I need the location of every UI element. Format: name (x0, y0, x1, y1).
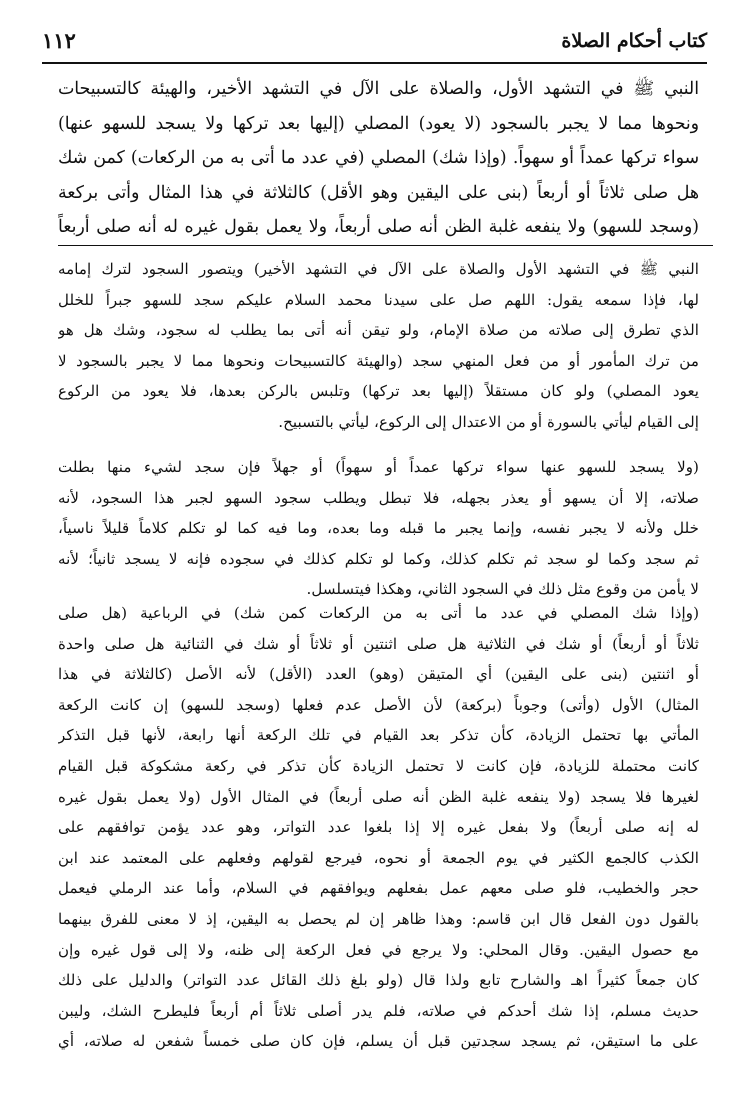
commentary-paragraph-2 (58, 452, 699, 605)
commentary-line: (وإذا شك المصلي في عدد ما أتى به من الركعات كمن شك) في الرباعية (هل صلى (58, 604, 699, 622)
commentary-line: أو اثنتين (بنى على اليقين) أي المتيقن (وهو) العدد (الأقل) لأنه الأصل (كالثلاثة في هذا (58, 665, 699, 684)
main-text (58, 72, 699, 245)
commentary-line: بالقول دون الفعل قال ابن قاسم: وهذا ظاهر إن لم يحصل به اليقين، إذ لا معنى للفرق بينهما (58, 909, 699, 928)
main-line: سواء تركها عمداً أو سهواً. (وإذا شك) المصلي (في عدد ما أتى به من الركعات) كمن شك (58, 148, 699, 169)
main-line: ونحوها مما لا يجبر بالسجود (لا يعود) المصلي (إليها بعد تركها ولا يسجد للسهو عنها) (58, 113, 699, 134)
commentary-line: ثلاثاً أو أربعاً) أو شك في الثلاثية هل صلى اثنتين أو ثلاثاً أو شك في الثنائية هل صلى واحدة (58, 634, 699, 653)
commentary-line: حجر والخطيب، فلو صلى معهم عمل بفعلهم ويوافقهم في السلام، وأما عند الرملي فيعمل (58, 879, 699, 898)
commentary-line: مع حصول اليقين. وقال المحلي: ولا يرجع في فعل الركعة إلى ظنه، ولا إلى قول غيره وإن (58, 940, 699, 959)
commentary-line: يعود المصلي) ولو كان مستقلاً (إليها بعد تركها) وتلبس بالركن بعدها، فلا يعود من الركوع (58, 382, 699, 401)
main-line: هل صلى ثلاثاً أو أربعاً (بنى على اليقين وهو الأقل) كالثلاثة في هذا المثال وأتى بركعة (58, 182, 699, 203)
commentary-line: المأتي بها تحتمل الزيادة، كأن تذكر بعد القيام في تلك الركعة أنها رابعة، لأنها قبل التذكر (58, 726, 699, 745)
commentary-line: لها، فإذا سمعه يقول: اللهم صل على سيدنا محمد السلام عليكم سجد للسهو جبراً للخلل (58, 290, 699, 309)
footnote-divider (58, 245, 713, 246)
commentary-line: الذي تطرق إلى صلاته من صلاة الإمام، ولو تيقن أنه أتى بما يطلب له سجود، وشك هل هو (58, 321, 699, 340)
page-header (42, 20, 707, 64)
commentary-line: لا يأمن من وقوع مثل ذلك في السجود الثاني، وهكذا فيتسلسل. (306, 580, 699, 599)
main-line: (وسجد للسهو) ولا ينفعه غلبة الظن أنه صلى أربعاً، ولا يعمل بقول غيره له أنه صلى أربعاً (58, 217, 699, 238)
commentary-paragraph-1 (58, 254, 699, 438)
commentary-line: له إنه صلى أربعاً) ولا بفعل غيره إلا إذا بلغوا عدد التواتر، وهو عدد يؤمن توافقهم على (58, 818, 699, 837)
book-title: كتاب أحكام الصلاة (561, 30, 707, 52)
commentary-line: المثال) الأول (وأتى) وجوباً (بركعة) لأن الأصل عدم فعلها (وسجد للسهو) إن كانت الركعة (58, 695, 699, 714)
commentary-line: ثم سجد وكما لو سجد ثم تكلم كذلك، وكما لو تكلم كذلك في سجوده فإنه لا يسجد ثانياً؛ لأنه (58, 549, 699, 568)
commentary-line: كان جمعاً كثيراً اهـ والشارح تابع ولذا قال (ولو بلغ ذلك القائل عدد التواتر) والدليل على ذلك (58, 971, 699, 990)
page-number: ١١٢ (42, 28, 76, 53)
commentary-line: من ترك المأمور أو من فعل المنهي سجد (والهيئة كالتسبيحات ونحوها مما لا يجبر بالسجود لا (58, 351, 699, 370)
commentary-line: الكذب كالجمع الكثير في يوم الجمعة أو نحوه، فيرجع لقولهم وفعلهم على المعتمد عند ابن (58, 848, 699, 867)
commentary-line: إلى القيام ليأتي بالسورة أو من الاعتدال إلى الركوع، ليأتي بالتسبيح. (278, 412, 699, 431)
commentary-line: صلاته، إلا أن يسهو أو يعذر بجهله، فلا تبطل ويطلب سجود السهو لجبر هذا السجود، لأنه (58, 488, 699, 507)
commentary-line: على ما استيقن، ثم يسجد سجدتين قبل أن يسلم، فإن كان صلى خمساً شفعن له صلاته، أي (58, 1032, 699, 1051)
commentary-line: لغيرها فلا يسجد (ولا ينفعه غلبة الظن أنه صلى أربعاً) في المثال الأول (ولا يعمل بقول غيره (58, 787, 699, 806)
commentary-line: خلل ولأنه لا يجبر نفسه، وإنما يجبر ما قبله وما بعده، وما فيه كما لو تكلم كلاماً قليلاً ناسياً، (58, 519, 699, 538)
commentary-line: حديث مسلم، إذا شك أحدكم في صلاته، فلم يدر أصلى ثلاثاً أم أربعاً فليطرح الشك، وليبن (58, 1001, 699, 1020)
main-line: النبي ﷺ في التشهد الأول، والصلاة على الآل في التشهد الأخير، والهيئة كالتسبيحات (58, 79, 699, 99)
commentary-paragraph-3 (58, 598, 699, 1057)
commentary-line: النبي ﷺ في التشهد الأول والصلاة على الآل في التشهد الأخير) ويتصور السجود لترك إمامه (58, 260, 699, 278)
commentary-line: كانت محتملة للزيادة، فإن كانت لا تحتمل الزيادة كأن تذكر في ركعة مشكوكة قبل القيام (58, 756, 699, 775)
commentary-line: (ولا يسجد للسهو عنها سواء تركها عمداً أو سهواً) أو جهلاً فإن سجد لشيء منها بطلت (58, 458, 699, 476)
